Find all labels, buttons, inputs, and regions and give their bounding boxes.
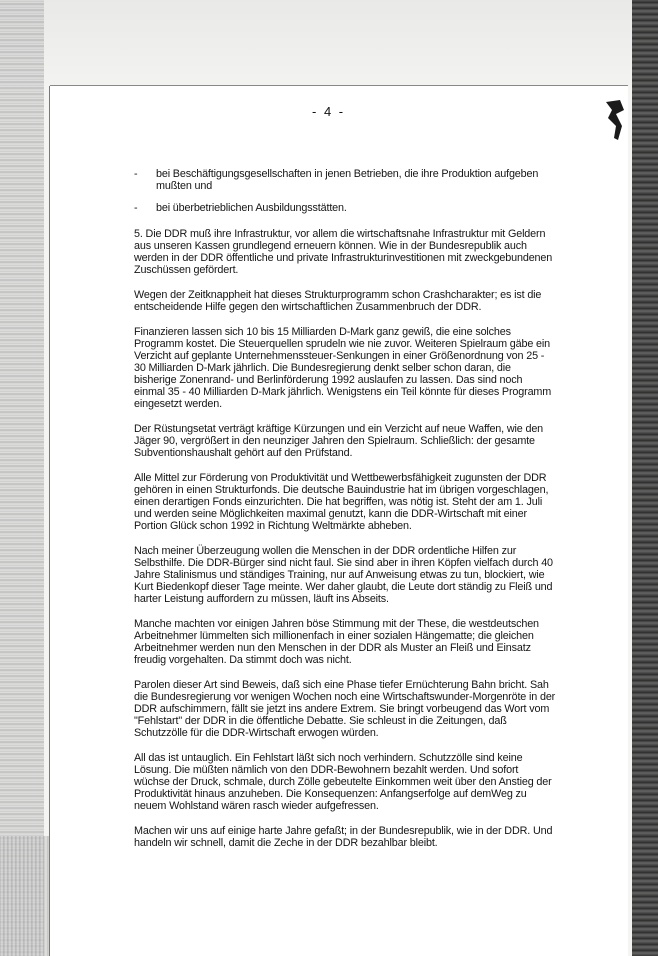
paragraph: Wegen der Zeitknappheit hat dieses Strukturprogramm schon Crashcharakter; es ist die entscheidende Hilfe gegen den wirtschaftlichen Zusammenbruch der DDR.: [134, 289, 542, 313]
paragraph: Parolen dieser Art sind Beweis, daß sich eine Phase tiefer Ernüchterung Bahn bricht. Sah die Bundesregierung vor wenigen Wochen noch eine Wirtschaftswunder-Morgenröte in der DDR aufschimmern, fällt sie jetzt ins andere Extrem. Sie bringt vorbeugend das Wort vom "Fehlstart" der DDR in die öffentliche Debatte. Sie schleust in die Zeitungen, daß Schutzzölle für die DDR-Wirtschaft erwogen würden.: [134, 679, 556, 739]
bullet-text: bei Beschäftigungsgesellschaften in jenen Betrieben, die ihre Produktion aufgeben mußten und: [156, 168, 539, 192]
paragraph: Nach meiner Überzeugung wollen die Menschen in der DDR ordentliche Hilfen zur Selbsthilfe. Die DDR-Bürger sind nicht faul. Sie sind aber in ihren Köpfen vielfach durch 40 Jahre Stalinismus und ständiges Training, nur auf Anweisung etwas zu tun, blockiert, wie Kurt Biedenkopf dieser Tage meinte. Wer daher glaubt, die Leute dort ständig zu Fleiß und harter Leistung auffordern zu müssen, läuft ins Abseits.: [134, 545, 553, 605]
paragraph: Finanzieren lassen sich 10 bis 15 Milliarden D-Mark ganz gewiß, die eine solches Programm kostet. Die Steuerquellen sprudeln wie nie zuvor. Weiteren Spielraum gäbe ein Verzicht auf geplante Unternehmenssteuer-Senkungen in einer Größenordnung von 25 - 30 Milliarden D-Mark jährlich. Die Bundesregierung denkt selber schon daran, die bisherige Zonenrand- und Berlinförderung 1992 auslaufen zu lassen. Das sind noch einmal 35 - 40 Milliarden D-Mark jährlich. Wenigstens ein Teil könnte für dieses Programm eingesetzt werden.: [134, 326, 552, 410]
bullet-item: [134, 202, 556, 214]
bullet-item: [134, 168, 556, 192]
page-number: - 4 -: [312, 104, 346, 119]
paragraph: 5. Die DDR muß ihre Infrastruktur, vor allem die wirtschaftsnahe Infrastruktur mit Geldern aus unseren Kassen grundlegend erneuern können. Wie in der Bundesrepublik auch werden in der DDR öffentliche und private Infrastrukturinvestitionen mit zweckgebundenen Zuschüssen gefördert.: [134, 228, 553, 276]
scan-top-border: [0, 0, 658, 88]
bullet-marker: -: [134, 202, 138, 214]
bullet-text: bei überbetrieblichen Ausbildungsstätten.: [156, 202, 347, 214]
paragraph: All das ist untauglich. Ein Fehlstart läßt sich noch verhindern. Schutzzölle sind keine Lösung. Die müßten nämlich von den DDR-Bewohnern bezahlt werden. Und sofort wüchse der Druck, schmale, durch Zölle gebeutelte Einkommen weit über den Anstieg der Produktivität hinaus anzuheben. Die Konsequenzen: Anfangserfolge auf demWeg zu neuem Wohlstand wären rasch wieder aufgefressen.: [134, 752, 552, 812]
staple-mark-icon: [600, 96, 630, 144]
scan-left-edge: [0, 0, 44, 956]
paragraph: Alle Mittel zur Förderung von Produktivität und Wettbewerbsfähigkeit zugunsten der DDR gehören in einen Strukturfonds. Die deutsche Bauindustrie hat im übrigen vorgeschlagen, einen derartigen Fonds einzurichten. Die hat begriffen, was nötig ist. Steht der am 1. Juli und werden seine Möglichkeiten maximal genutzt, kann die DDR-Wirtschaft mit einer Portion Glück schon 1992 in Richtung Weltmärkte abheben.: [134, 472, 549, 532]
bullet-marker: -: [134, 168, 138, 180]
paragraph: Der Rüstungsetat verträgt kräftige Kürzungen und ein Verzicht auf neue Waffen, wie den Jäger 90, vergrößert in den neunziger Jahren den Spielraum. Schließlich: der gesamte Subventionshaushalt gehört auf den Prüfstand.: [134, 423, 544, 459]
document-body: [134, 168, 556, 862]
paragraph: Machen wir uns auf einige harte Jahre gefaßt; in der Bundesrepublik, wie in der DDR. Und handeln wir schnell, damit die Zeche in der DDR bezahlbar bleibt.: [134, 825, 553, 849]
scan-right-edge: [632, 0, 658, 956]
paragraph: Manche machten vor einigen Jahren böse Stimmung mit der These, die westdeutschen Arbeitnehmer lümmelten sich millionenfach in einer sozialen Hängematte; die gleichen Arbeitnehmer werden nun den Menschen in der DDR als Muster an Fleiß und Einsatz freudig vorgehalten. Da stimmt doch was nicht.: [134, 618, 539, 666]
scan-bottom-left-noise: [0, 836, 54, 956]
